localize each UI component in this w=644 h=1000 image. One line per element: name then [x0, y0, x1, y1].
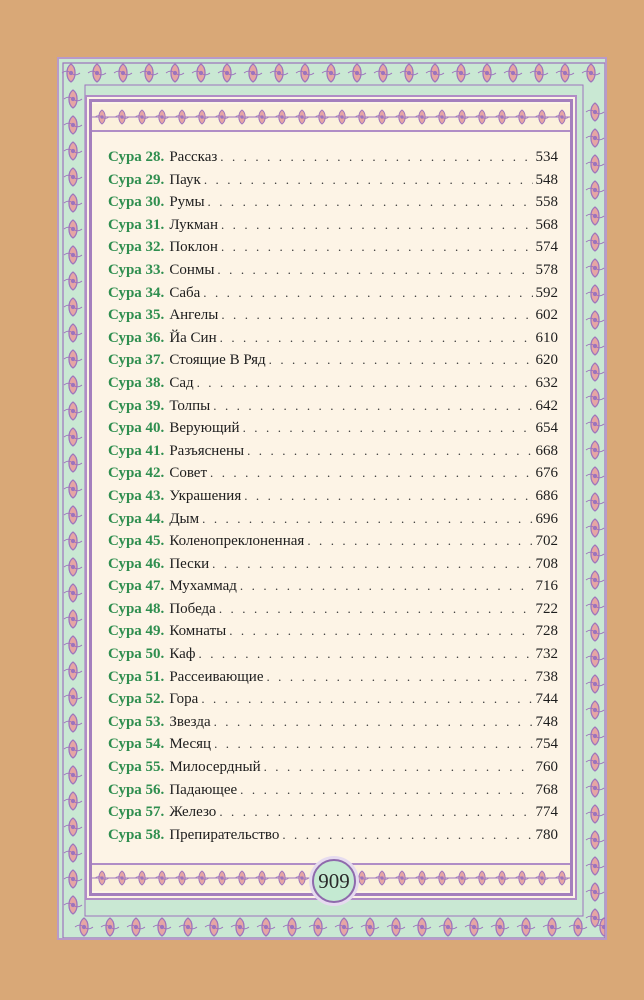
page-reference: 774: [535, 804, 558, 821]
toc-entry[interactable]: [108, 417, 558, 440]
dot-leader: [219, 801, 532, 824]
dot-leader: [208, 191, 533, 214]
page-reference: 632: [535, 374, 558, 391]
sura-title: Украшения: [169, 487, 242, 504]
sura-title: Сад: [169, 374, 194, 391]
toc-entry[interactable]: [108, 575, 558, 598]
sura-number: Сура 39.: [108, 397, 165, 414]
page-reference: 702: [535, 533, 558, 550]
sura-title: Сонмы: [169, 261, 215, 278]
sura-title: Железо: [169, 804, 217, 821]
sura-title: Гора: [169, 691, 199, 708]
dot-leader: [243, 417, 533, 440]
sura-title: Толпы: [169, 397, 211, 414]
page-reference: 738: [535, 668, 558, 685]
sura-number: Сура 49.: [108, 623, 165, 640]
dot-leader: [213, 395, 532, 418]
sura-number: Сура 33.: [108, 261, 165, 278]
dot-leader: [210, 462, 532, 485]
dot-leader: [202, 508, 532, 531]
dot-leader: [212, 553, 532, 576]
sura-number: Сура 46.: [108, 555, 165, 572]
page-reference: 676: [535, 465, 558, 482]
toc-entry[interactable]: [108, 553, 558, 576]
toc-entry[interactable]: [108, 146, 558, 169]
page-reference: 760: [535, 759, 558, 776]
page-reference: 780: [535, 826, 558, 843]
page-reference: 602: [535, 307, 558, 324]
dot-leader: [214, 733, 532, 756]
toc-entry[interactable]: [108, 395, 558, 418]
sura-number: Сура 38.: [108, 374, 165, 391]
dot-leader: [307, 530, 532, 553]
dot-leader: [264, 756, 533, 779]
toc-entry[interactable]: [108, 327, 558, 350]
page-reference: 768: [535, 781, 558, 798]
sura-number: Сура 31.: [108, 216, 165, 233]
sura-title: Коленопреклоненная: [169, 533, 305, 550]
toc-entry[interactable]: [108, 349, 558, 372]
dot-leader: [204, 169, 533, 192]
sura-number: Сура 48.: [108, 600, 165, 617]
toc-entry[interactable]: [108, 711, 558, 734]
dot-leader: [217, 259, 532, 282]
sura-title: Месяц: [169, 736, 212, 753]
page-reference: 744: [535, 691, 558, 708]
dot-leader: [219, 598, 533, 621]
dot-leader: [221, 304, 532, 327]
page-reference: 610: [535, 329, 558, 346]
sura-title: Румы: [169, 194, 205, 211]
toc-entry[interactable]: [108, 756, 558, 779]
dot-leader: [221, 236, 533, 259]
sura-number: Сура 52.: [108, 691, 165, 708]
page-reference: 592: [535, 284, 558, 301]
dot-leader: [201, 688, 532, 711]
sura-title: Победа: [169, 600, 216, 617]
toc-entry[interactable]: [108, 214, 558, 237]
page-reference: 716: [535, 578, 558, 595]
sura-number: Сура 29.: [108, 171, 165, 188]
sura-number: Сура 57.: [108, 804, 165, 821]
sura-title: Комнаты: [169, 623, 227, 640]
sura-title: Совет: [169, 465, 208, 482]
sura-title: Разъяснены: [169, 442, 245, 459]
dot-leader: [220, 327, 533, 350]
page-reference: 642: [535, 397, 558, 414]
page-reference: 578: [535, 261, 558, 278]
top-decorative-band: [92, 104, 570, 132]
sura-title: Ангелы: [169, 307, 219, 324]
page-number-badge: [312, 859, 356, 903]
dot-leader: [244, 485, 532, 508]
dot-leader: [247, 440, 532, 463]
toc-entry[interactable]: [108, 236, 558, 259]
sura-number: Сура 53.: [108, 713, 165, 730]
sura-number: Сура 58.: [108, 826, 165, 843]
sura-number: Сура 28.: [108, 149, 165, 165]
toc-entry[interactable]: [108, 440, 558, 463]
sura-number: Сура 41.: [108, 442, 165, 459]
sura-number: Сура 43.: [108, 487, 165, 504]
toc-entry[interactable]: [108, 733, 558, 756]
page-reference: 748: [535, 713, 558, 730]
sura-number: Сура 45.: [108, 533, 165, 550]
sura-number: Сура 32.: [108, 239, 165, 256]
dot-leader: [240, 779, 532, 802]
top-band-ornament: [92, 104, 570, 130]
dot-leader: [282, 824, 532, 847]
dot-leader: [199, 643, 533, 666]
sura-number: Сура 44.: [108, 510, 165, 527]
toc-entry[interactable]: [108, 824, 558, 847]
page-reference: 548: [535, 171, 558, 188]
sura-number: Сура 40.: [108, 420, 165, 437]
toc-entry[interactable]: [108, 282, 558, 305]
toc-entry[interactable]: [108, 508, 558, 531]
page-reference: 574: [535, 239, 558, 256]
toc-entry[interactable]: [108, 191, 558, 214]
sura-number: Сура 56.: [108, 781, 165, 798]
toc-entry[interactable]: [108, 259, 558, 282]
toc-entry[interactable]: [108, 801, 558, 824]
sura-title: Препирательство: [169, 826, 280, 843]
sura-title: Поклон: [169, 239, 218, 256]
sura-number: Сура 55.: [108, 759, 165, 776]
page-reference: 708: [535, 555, 558, 572]
sura-title: Падающее: [169, 781, 238, 798]
dot-leader: [266, 666, 532, 689]
sura-title: Дым: [169, 510, 200, 527]
sura-title: Стоящие В Ряд: [169, 352, 266, 369]
sura-number: Сура 50.: [108, 646, 165, 663]
sura-title: Милосердный: [169, 759, 261, 776]
sura-number: Сура 34.: [108, 284, 165, 301]
sura-number: Сура 54.: [108, 736, 165, 753]
toc-entry[interactable]: [108, 598, 558, 621]
sura-number: Сура 47.: [108, 578, 165, 595]
page-reference: 722: [535, 600, 558, 617]
sura-title: Мухаммад: [169, 578, 237, 595]
sura-number: Сура 37.: [108, 352, 165, 369]
sura-title: Верующий: [169, 420, 240, 437]
dot-leader: [197, 372, 533, 395]
toc-entry[interactable]: [108, 169, 558, 192]
toc-entry[interactable]: [108, 620, 558, 643]
toc-entry[interactable]: [108, 462, 558, 485]
table-of-contents: [108, 146, 558, 846]
dot-leader: [221, 214, 533, 237]
toc-entry[interactable]: [108, 485, 558, 508]
sura-title: Йа Син: [169, 329, 217, 346]
toc-entry[interactable]: [108, 530, 558, 553]
dot-leader: [220, 146, 532, 169]
sura-number: Сура 30.: [108, 194, 165, 211]
sura-title: Паук: [169, 171, 201, 188]
page-reference: 754: [535, 736, 558, 753]
page-reference: 696: [535, 510, 558, 527]
page-reference: 686: [535, 487, 558, 504]
page-reference: 732: [535, 646, 558, 663]
dot-leader: [203, 282, 532, 305]
page-reference: 568: [535, 216, 558, 233]
toc-entry[interactable]: [108, 779, 558, 802]
page-reference: 668: [535, 442, 558, 459]
sura-number: Сура 42.: [108, 465, 165, 482]
toc-entry[interactable]: [108, 666, 558, 689]
toc-entry[interactable]: [108, 372, 558, 395]
page-reference: 654: [535, 420, 558, 437]
sura-number: Сура 35.: [108, 307, 165, 324]
page-reference: 728: [535, 623, 558, 640]
sura-title: Каф: [169, 646, 196, 663]
page-reference: 558: [535, 194, 558, 211]
sura-title: Пески: [169, 555, 210, 572]
dot-leader: [229, 620, 532, 643]
dot-leader: [269, 349, 533, 372]
dot-leader: [240, 575, 533, 598]
sura-title: Звезда: [169, 713, 211, 730]
dot-leader: [214, 711, 533, 734]
page-reference: 620: [535, 352, 558, 369]
sura-title: Рассказ: [169, 149, 218, 165]
toc-entry[interactable]: [108, 688, 558, 711]
page-reference: 534: [535, 149, 558, 165]
sura-title: Саба: [169, 284, 201, 301]
toc-entry[interactable]: [108, 304, 558, 327]
sura-number: Сура 36.: [108, 329, 165, 346]
page-number: 909: [318, 868, 350, 893]
sura-title: Рассеивающие: [169, 668, 264, 685]
sura-number: Сура 51.: [108, 668, 165, 685]
sura-title: Лукман: [169, 216, 218, 233]
toc-entry[interactable]: [108, 643, 558, 666]
